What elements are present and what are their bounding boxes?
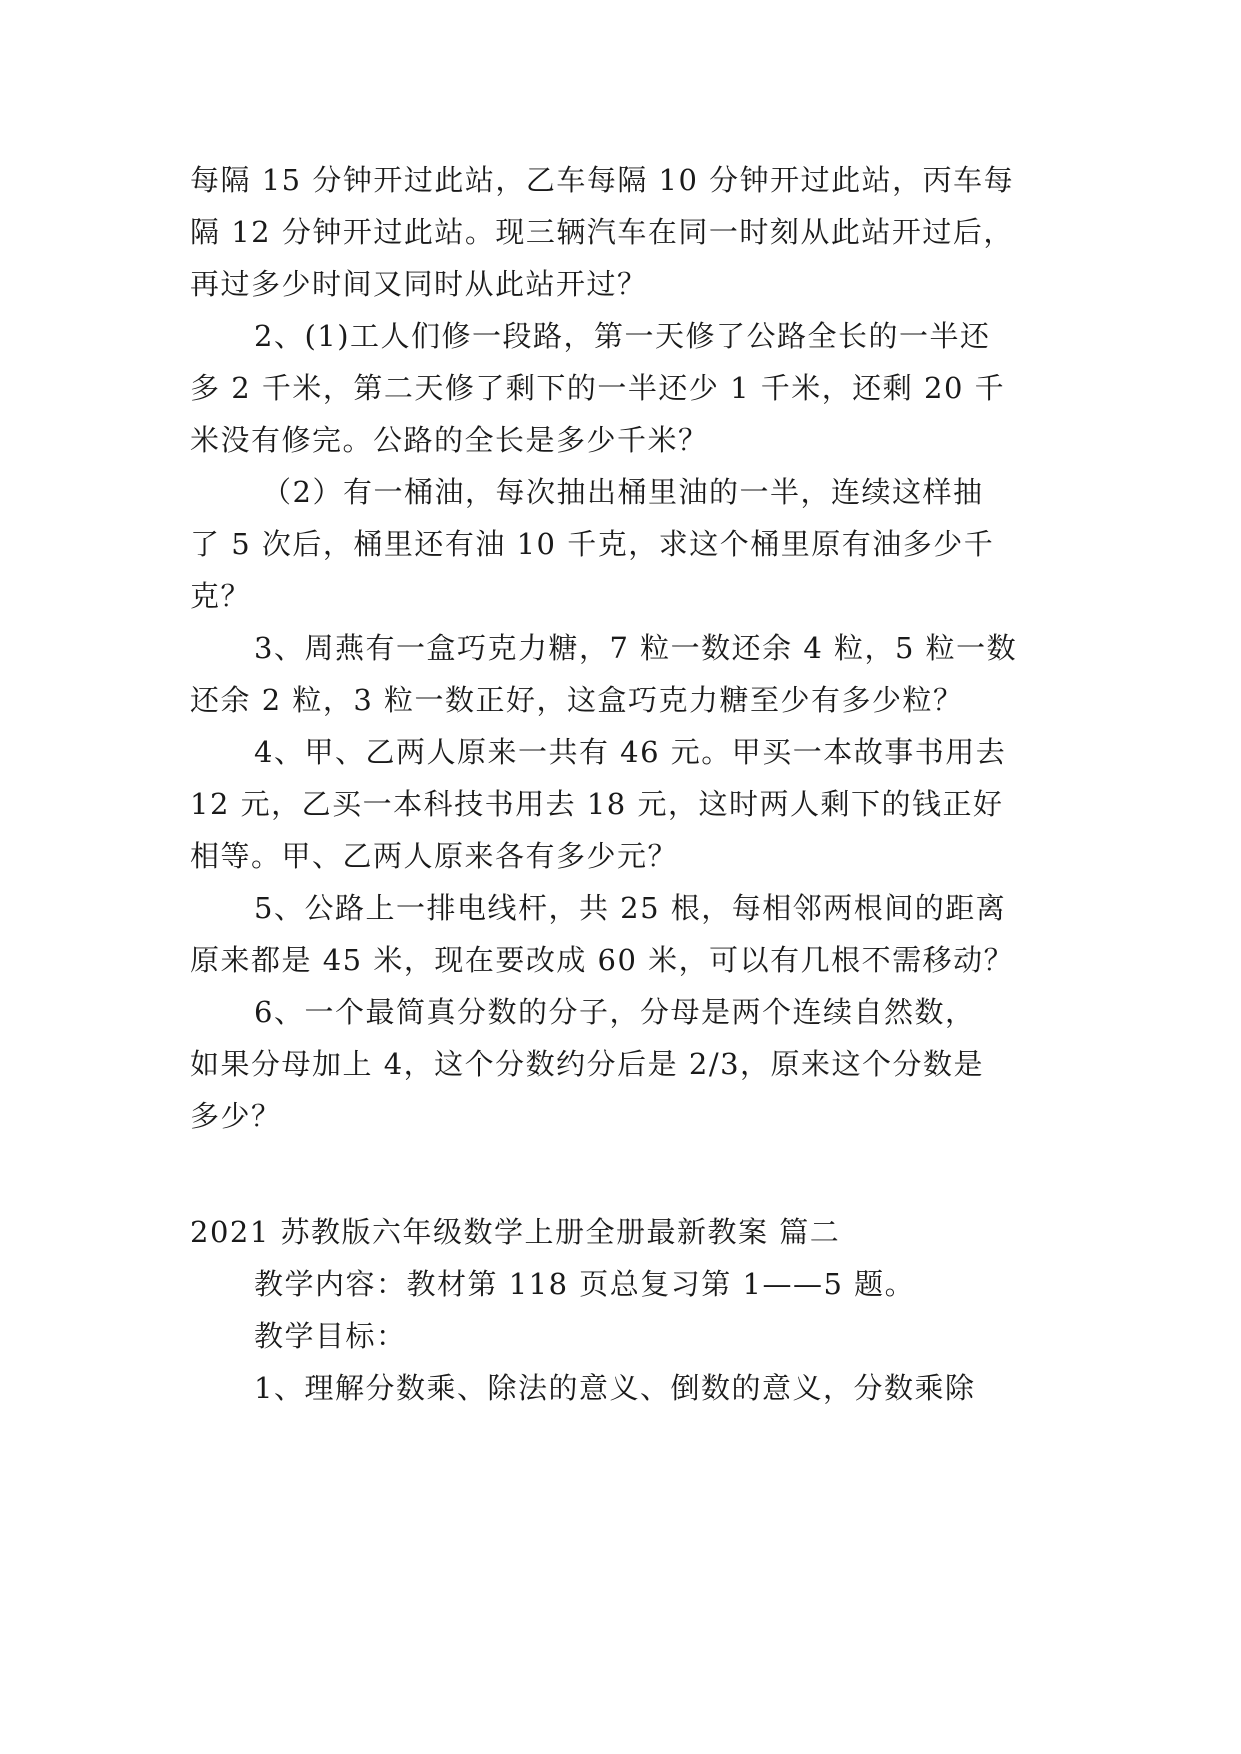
text-line: 1、理解分数乘、除法的意义、倒数的意义，分数乘除 — [254, 1371, 976, 1405]
text-line: 了 5 次后，桶里还有油 10 千克，求这个桶里原有油多少千 — [190, 527, 995, 561]
text-line: 多 2 千米，第二天修了剩下的一半还少 1 千米，还剩 20 千 — [190, 371, 1006, 405]
text-line: 相等。甲、乙两人原来各有多少元？ — [190, 839, 679, 873]
text-line: 每隔 15 分钟开过此站，乙车每隔 10 分钟开过此站，丙车每 — [190, 163, 1015, 197]
text-line: 克？ — [190, 579, 252, 613]
text-line: （2）有一桶油，每次抽出桶里油的一半，连续这样抽 — [262, 475, 984, 509]
text-line: 3、周燕有一盒巧克力糖，7 粒一数还余 4 粒，5 粒一数 — [254, 631, 1018, 665]
text-line: 教学目标： — [254, 1319, 407, 1353]
text-line: 再过多少时间又同时从此站开过？ — [190, 267, 648, 301]
text-line: 原来都是 45 米，现在要改成 60 米，可以有几根不需移动？ — [190, 943, 1015, 977]
text-line: 如果分母加上 4，这个分数约分后是 2/3，原来这个分数是 — [190, 1047, 985, 1081]
text-line: 隔 12 分钟开过此站。现三辆汽车在同一时刻从此站开过后， — [190, 215, 1014, 249]
text-line: 教学内容：教材第 118 页总复习第 1——5 题。 — [254, 1267, 916, 1301]
text-line: 4、甲、乙两人原来一共有 46 元。甲买一本故事书用去 — [254, 735, 1007, 769]
text-line: 6、一个最简真分数的分子，分母是两个连续自然数， — [254, 995, 976, 1029]
text-line: 还余 2 粒，3 粒一数正好，这盒巧克力糖至少有多少粒？ — [190, 683, 964, 717]
text-line: 2、(1)工人们修一段路，第一天修了公路全长的一半还 — [254, 319, 991, 353]
text-line: 米没有修完。公路的全长是多少千米？ — [190, 423, 709, 457]
section-heading: 2021 苏教版六年级数学上册全册最新教案 篇二 — [190, 1215, 841, 1249]
text-line: 12 元，乙买一本科技书用去 18 元，这时两人剩下的钱正好 — [190, 787, 1004, 821]
text-line: 5、公路上一排电线杆，共 25 根，每相邻两根间的距离 — [254, 891, 1007, 925]
text-line: 多少？ — [190, 1099, 282, 1133]
